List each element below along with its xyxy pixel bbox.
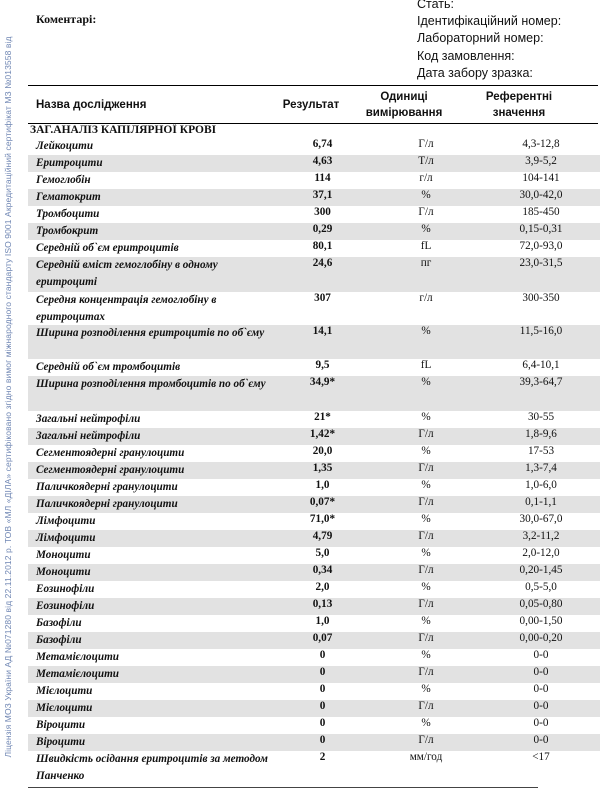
table-row	[28, 325, 600, 359]
patient-meta	[417, 0, 561, 82]
row-result: 300	[314, 206, 331, 218]
row-name: Сегментоядерні гранулоцити	[28, 462, 275, 479]
comments-label: Коментарі:	[36, 12, 97, 26]
row-result: 2	[319, 751, 326, 763]
row-unit: Г/л	[370, 564, 482, 581]
row-name: Загальні нейтрофіли	[36, 413, 141, 425]
table-row	[28, 138, 600, 155]
row-name: Загальні нейтрофіли	[28, 428, 275, 445]
row-name: Базофіли	[36, 617, 82, 629]
row-unit: %	[421, 411, 431, 423]
table-row	[28, 462, 600, 479]
row-result: 307	[314, 292, 331, 304]
row-unit: fL	[420, 359, 432, 371]
row-unit: Г/л	[370, 462, 482, 479]
row-name: Середній об`єм еритроцитів	[36, 242, 179, 254]
row-ref: 30-55	[527, 411, 555, 423]
row-result: 1,42*	[275, 428, 370, 445]
row-ref: 30,0-42,0	[482, 189, 600, 206]
row-ref: 0,00-0,20	[482, 632, 600, 649]
table-row	[28, 292, 600, 325]
row-result: 1,0	[315, 615, 330, 627]
row-result: 5,0	[315, 547, 330, 559]
row-result: 0	[275, 700, 370, 717]
row-name: Паличкоядерні гранулоцити	[28, 496, 275, 513]
table-row	[28, 666, 600, 683]
row-name: Базофіли	[28, 632, 275, 649]
row-unit: Г/л	[418, 206, 434, 218]
row-unit: %	[421, 615, 431, 627]
row-result: 80,1	[312, 240, 333, 252]
row-ref: 0-0	[482, 734, 600, 751]
row-ref: 0-0	[482, 666, 600, 683]
table-row	[28, 547, 600, 564]
row-result: 9,5	[315, 359, 330, 371]
license-text: Ліцензія МОЗ України АД №071280 від 22.11.2012 р. ТОВ «МЛ «ДІЛА» сертифіковано згідно вимог міжнародного стандарту ISO 9001 Акредитаційний сертифікат МЗ №013558 від	[3, 36, 13, 758]
row-ref: 1,0-6,0	[525, 479, 557, 491]
row-unit: %	[421, 649, 431, 661]
footer-line	[28, 787, 538, 788]
row-ref: 0,00-1,50	[519, 615, 563, 627]
table-row	[28, 359, 600, 376]
row-name: Еозинофіли	[36, 583, 95, 595]
row-unit: Г/л	[370, 598, 482, 615]
row-ref: 0-0	[533, 649, 549, 661]
row-result: 71,0*	[309, 513, 336, 525]
row-ref: <17	[532, 751, 550, 763]
row-ref: 300-350	[522, 292, 560, 304]
row-unit: Г/л	[370, 530, 482, 547]
row-unit: Г/л	[370, 666, 482, 683]
table-row	[28, 632, 600, 649]
table-row	[28, 445, 600, 462]
row-name: Ширина розподілення тромбоцитів по об`єму	[28, 376, 275, 411]
row-name: Паличкоядерні гранулоцити	[36, 481, 178, 493]
row-result: 0	[319, 717, 326, 729]
row-result: 0,13	[275, 598, 370, 615]
table-row	[28, 240, 600, 257]
row-unit: Г/л	[370, 632, 482, 649]
row-ref: 39,3-64,7	[482, 376, 600, 411]
row-name: Мієлоцити	[28, 700, 275, 717]
row-result: 6,74	[312, 138, 333, 150]
row-ref: 72,0-93,0	[519, 240, 563, 252]
row-ref: 104-141	[522, 172, 560, 184]
row-ref: 0-0	[482, 700, 600, 717]
row-ref: 0,5-5,0	[525, 581, 557, 593]
row-result: 0,29	[275, 223, 370, 240]
row-unit: %	[370, 189, 482, 206]
table-row	[28, 496, 600, 513]
table-row	[28, 700, 600, 717]
row-unit: пг	[370, 257, 482, 292]
row-unit: мм/год	[409, 751, 443, 763]
row-unit: г/л	[419, 292, 433, 304]
row-result: 0,34	[275, 564, 370, 581]
meta-lab-number: Лабораторний номер:	[417, 31, 544, 46]
row-name: Метамієлоцити	[36, 651, 120, 663]
table-row	[28, 257, 600, 292]
table-row	[28, 411, 600, 428]
row-name: Швидкість осідання еритроцитів за методом Панченко	[36, 753, 268, 782]
row-result: 0	[275, 734, 370, 751]
license-sidebar	[0, 0, 16, 794]
row-result: 14,1	[275, 325, 370, 359]
row-ref: 2,0-12,0	[522, 547, 560, 559]
table-row	[28, 751, 600, 785]
row-result: 1,35	[275, 462, 370, 479]
row-ref: 17-53	[527, 445, 555, 457]
header-divider	[28, 85, 598, 86]
row-name: Моноцити	[36, 549, 91, 561]
table-row	[28, 479, 600, 496]
row-result: 114	[314, 172, 331, 184]
row-unit: %	[421, 445, 431, 457]
row-name: Середній вміст гемоглобіну в одному еритроциті	[28, 257, 275, 292]
row-name: Еритроцити	[28, 155, 275, 172]
row-name: Тромбокрит	[28, 223, 275, 240]
row-result: 24,6	[275, 257, 370, 292]
results-table	[28, 138, 600, 785]
row-result: 0	[319, 683, 326, 695]
row-unit: %	[370, 376, 482, 411]
row-ref: 185-450	[522, 206, 560, 218]
row-unit: %	[370, 325, 482, 359]
row-result: 37,1	[275, 189, 370, 206]
row-unit: г/л	[419, 172, 433, 184]
row-name: Гематокрит	[28, 189, 275, 206]
col-header-name: Назва дослідження	[36, 99, 147, 111]
row-unit: Г/л	[370, 428, 482, 445]
row-name: Лімфоцити	[28, 530, 275, 547]
row-name: Віроцити	[36, 719, 86, 731]
table-row	[28, 223, 600, 240]
report-header	[28, 0, 600, 88]
row-unit: %	[370, 223, 482, 240]
row-ref: 30,0-67,0	[519, 513, 563, 525]
row-unit: Г/л	[370, 700, 482, 717]
row-name: Еозинофіли	[28, 598, 275, 615]
table-row	[28, 717, 600, 734]
row-result: 0	[275, 666, 370, 683]
row-name: Середній об`єм тромбоцитів	[36, 361, 181, 373]
row-name: Сегментоядерні гранулоцити	[36, 447, 185, 459]
row-unit: %	[421, 717, 431, 729]
row-result: 4,63	[275, 155, 370, 172]
row-unit: Г/л	[418, 138, 434, 150]
row-name: Гемоглобін	[36, 174, 91, 186]
row-name: Ширина розподілення еритроцитів по об`єму	[28, 325, 275, 359]
table-row	[28, 172, 600, 189]
row-name: Лімфоцити	[36, 515, 96, 527]
table-row	[28, 734, 600, 751]
row-unit: Т/л	[370, 155, 482, 172]
row-name: Тромбоцити	[36, 208, 100, 220]
row-result: 0	[319, 649, 326, 661]
row-name: Метамієлоцити	[28, 666, 275, 683]
meta-sample-date: Дата забору зразка:	[417, 65, 533, 80]
row-ref: 0-0	[533, 683, 549, 695]
row-result: 2,0	[315, 581, 330, 593]
row-ref: 0,05-0,80	[482, 598, 600, 615]
row-ref: 0,20-1,45	[482, 564, 600, 581]
row-unit: fL	[420, 240, 432, 252]
table-row	[28, 376, 600, 411]
table-row	[28, 615, 600, 632]
row-ref: 0-0	[533, 717, 549, 729]
row-ref: 4,3-12,8	[522, 138, 560, 150]
meta-order-code: Код замовлення:	[417, 48, 515, 63]
section-title: ЗАГ.АНАЛІЗ КАПІЛЯРНОЇ КРОВІ	[30, 124, 217, 136]
row-ref: 0,1-1,1	[482, 496, 600, 513]
row-result: 0,07*	[275, 496, 370, 513]
table-row	[28, 513, 600, 530]
table-row	[28, 649, 600, 666]
row-result: 1,0	[315, 479, 330, 491]
col-header-unit: Одиниці вимірювання	[365, 91, 443, 119]
row-ref: 1,8-9,6	[482, 428, 600, 445]
table-row	[28, 206, 600, 223]
row-unit: %	[421, 581, 431, 593]
row-ref: 3,2-11,2	[482, 530, 600, 547]
row-result: 0,07	[275, 632, 370, 649]
col-header-ref: Референтні значення	[485, 91, 553, 119]
table-row	[28, 598, 600, 615]
meta-sex: Стать:	[417, 0, 454, 11]
row-ref: 6,4-10,1	[522, 359, 560, 371]
row-unit: %	[421, 479, 431, 491]
table-row	[28, 428, 600, 445]
row-result: 21*	[314, 411, 331, 423]
row-name: Моноцити	[28, 564, 275, 581]
table-row	[28, 530, 600, 547]
row-ref: 0,15-0,31	[482, 223, 600, 240]
row-name: Лейкоцити	[36, 140, 94, 152]
table-row	[28, 564, 600, 581]
row-unit: %	[421, 513, 431, 525]
row-name: Середня концентрація гемоглобіну в еритроцитах	[36, 294, 217, 323]
row-name: Мієлоцити	[36, 685, 93, 697]
row-result: 20,0	[312, 445, 333, 457]
table-row	[28, 189, 600, 206]
row-unit: %	[421, 547, 431, 559]
row-result: 34,9*	[275, 376, 370, 411]
row-unit: Г/л	[370, 734, 482, 751]
table-row	[28, 581, 600, 598]
row-ref: 23,0-31,5	[482, 257, 600, 292]
row-result: 4,79	[275, 530, 370, 547]
row-ref: 3,9-5,2	[482, 155, 600, 172]
row-name: Віроцити	[28, 734, 275, 751]
meta-id-number: Ідентифікаційний номер:	[417, 14, 562, 29]
row-ref: 1,3-7,4	[482, 462, 600, 479]
row-ref: 11,5-16,0	[482, 325, 600, 359]
row-unit: %	[421, 683, 431, 695]
col-header-result: Результат	[282, 99, 340, 111]
table-row	[28, 683, 600, 700]
table-row	[28, 155, 600, 172]
row-unit: Г/л	[370, 496, 482, 513]
